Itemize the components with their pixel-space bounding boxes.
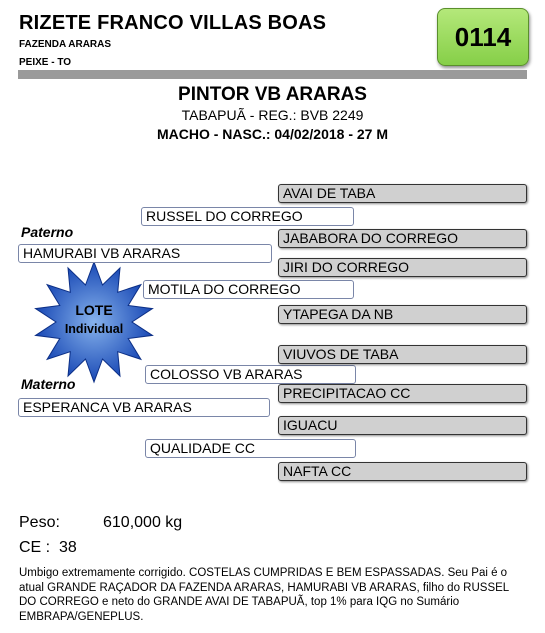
great-grandparent-box: JABABORA DO CORREGO <box>278 229 527 248</box>
great-grandparent-box: NAFTA CC <box>278 462 527 481</box>
sex-birth-line: MACHO - NASC.: 04/02/2018 - 27 M <box>156 126 389 142</box>
great-grandparent-box: JIRI DO CORREGO <box>278 258 527 277</box>
materno-label: Materno <box>21 376 76 392</box>
owner-name: RIZETE FRANCO VILLAS BOAS <box>19 12 327 34</box>
city-name: PEIXE - TO <box>19 57 72 68</box>
dam-box: ESPERANCA VB ARARAS <box>18 398 270 417</box>
great-grandparent-box: IGUACU <box>278 416 527 435</box>
paternal-granddam-box: MOTILA DO CORREGO <box>143 280 354 299</box>
ce-line <box>19 539 77 557</box>
great-grandparent-box: PRECIPITACAO CC <box>278 384 527 403</box>
individual-label: Individual <box>64 322 124 336</box>
great-grandparent-box: AVAI DE TABA <box>278 184 527 203</box>
header-divider <box>18 70 527 79</box>
weight-label: Peso: <box>19 514 60 531</box>
lot-number-badge: 0114 <box>437 8 529 66</box>
maternal-granddam-box: QUALIDADE CC <box>145 439 356 458</box>
great-grandparent-box: VIUVOS DE TABA <box>278 345 527 364</box>
sire-box: HAMURABI VB ARARAS <box>18 244 272 263</box>
ce-label: CE : <box>19 539 51 556</box>
maternal-grandsire-box: COLOSSO VB ARARAS <box>145 365 356 384</box>
breed-registration: TABAPUÃ - REG.: BVB 2249 <box>181 107 364 123</box>
paternal-grandsire-box: RUSSEL DO CORREGO <box>141 207 354 226</box>
ce-value: 38 <box>59 539 77 556</box>
great-grandparent-box: YTAPEGA DA NB <box>278 305 527 324</box>
description-text: Umbigo extremamente corrigido. COSTELAS CUMPRIDAS E BEM ESPASSADAS. Seu Pai é o atual GRANDE RAÇADOR DA FAZENDA ARARAS, HAMURABI VB ARARAS, filho do RUSSEL DO CORREGO e neto do GRANDE AVAI DE TABAPUÃ, top 1% para IQG no Sumário EMBRAPA/GENEPLUS. <box>19 567 509 623</box>
lote-label: LOTE <box>75 302 113 318</box>
weight-value: 610,000 kg <box>103 514 183 531</box>
animal-name: PINTOR VB ARARAS <box>178 84 367 105</box>
farm-name: FAZENDA ARARAS <box>19 39 112 50</box>
paterno-label: Paterno <box>21 224 74 240</box>
